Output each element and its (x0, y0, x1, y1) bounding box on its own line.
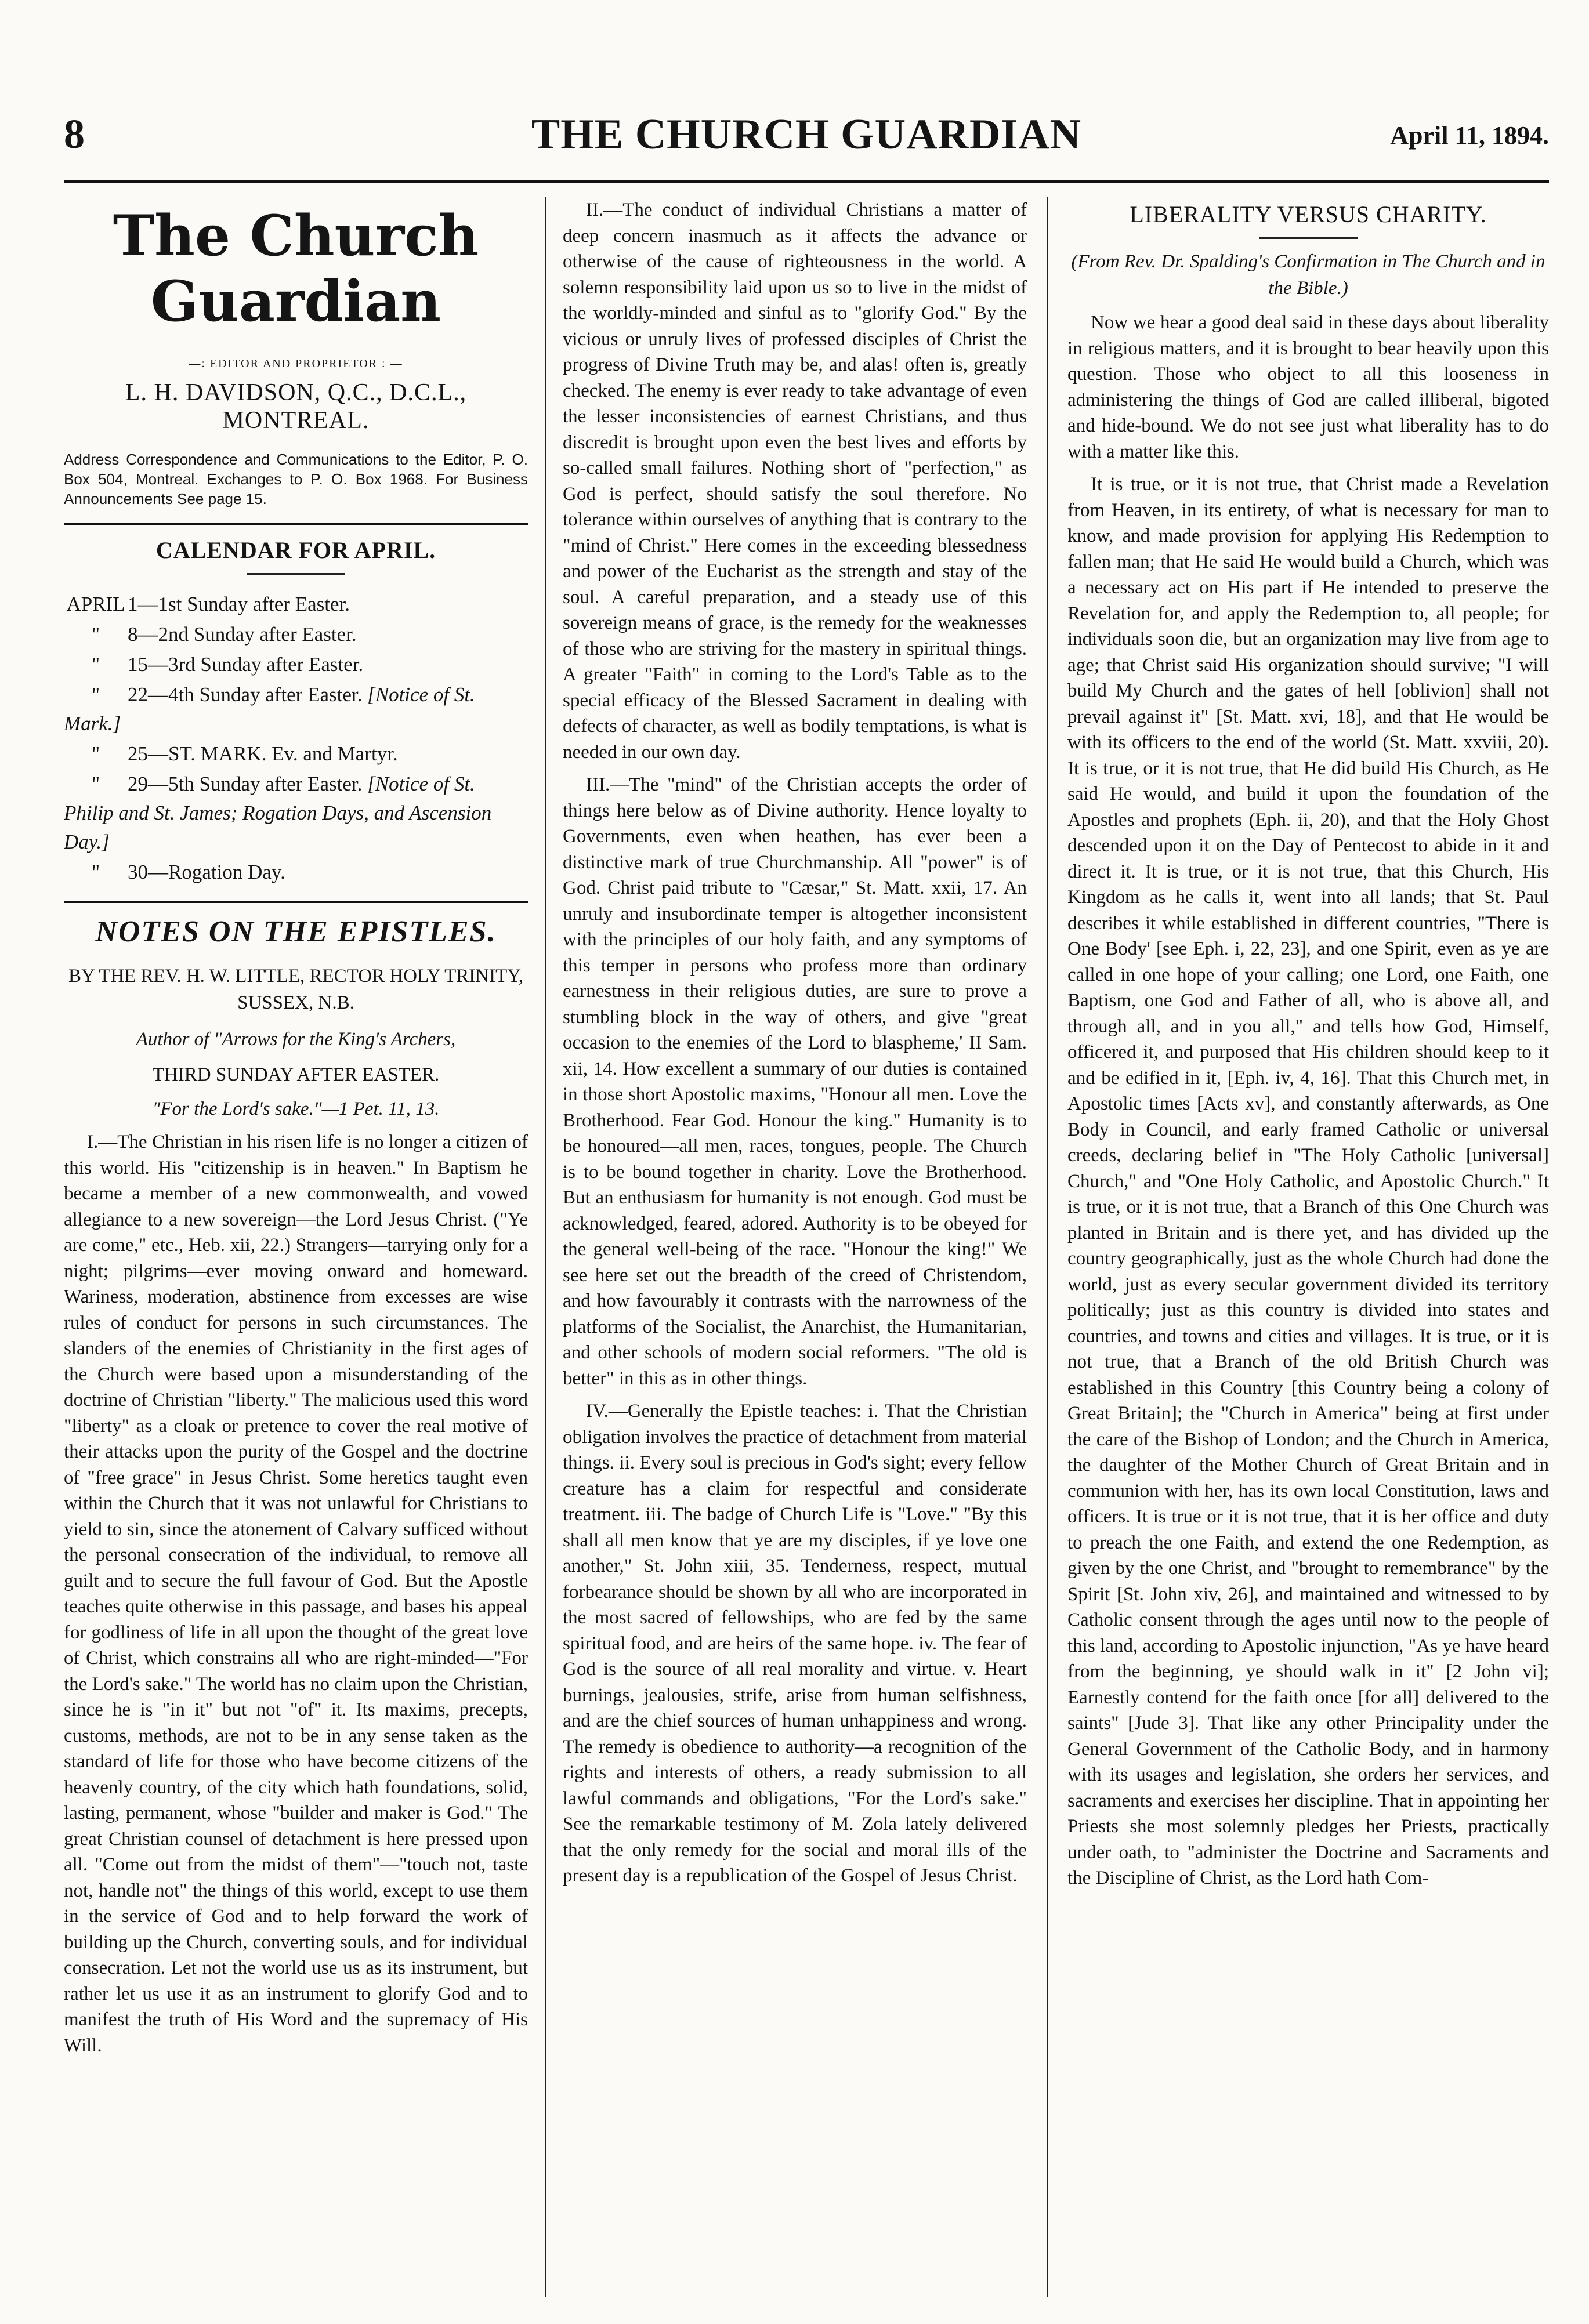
calendar-item: " 15—3rd Sunday after Easter. (91, 653, 364, 676)
editor-label: —: EDITOR AND PROPRIETOR : — (189, 357, 403, 370)
notes-author-of: Author of "Arrows for the King's Archers, (136, 1029, 456, 1050)
column-divider (1047, 197, 1048, 2297)
calendar-item: " 30—Rogation Day. (91, 861, 285, 883)
calendar-item: " 22—4th Sunday after Easter. [Notice of St. Mark.] (64, 683, 475, 735)
calendar-item: " 8—2nd Sunday after Easter. (91, 623, 357, 646)
article-paragraph: III.—The "mind" of the Christian accepts the order of things here below as of Divine authority. Hence loyalty to Governments, even when heathen, has ever been a distinctive mark of true Churchmanship. All "power" is of God. Christ paid tribute to "Cæsar," St. Matt. xxii, 17. An unruly and insubordinate temper is altogether inconsistent with the principles of our holy faith, and any symptoms of this temper in persons who profess more than ordinary earnestness in their religious duties, are sure to prove a stumbling block in the way of others, and give "great occasion to the enemies of the Lord to blaspheme,' II Sam. xii, 14. How excellent a summary of our duties is contained in those short Apostolic maxims, "Honour all men. Love the Brotherhood. Fear God. Honour the king." Humanity is to be honoured—all men, races, tongues, people. The Church is to be bound together in charity. Love the Brotherhood. But an enthusiasm for humanity is not enough. God must be acknowledged, feared, adored. Authority is to be obeyed for the general well-being of the race. "Honour the king!" We see here set out the breadth of the creed of Christendom, and how favourably it contrasts with the narrowness of the platforms of the Socialist, the Anarchist, the Humanitarian, and other schools of modern social reformers. "The old is better" in this as in other things. (563, 774, 1027, 1389)
editor-name: L. H. DAVIDSON, Q.C., D.C.L., MONTREAL. (125, 379, 467, 434)
calendar-list (64, 590, 528, 887)
page-header (64, 110, 1549, 174)
liberality-heading: LIBERALITY VERSUS CHARITY. (1130, 201, 1487, 227)
calendar-item: " 25—ST. MARK. Ev. and Martyr. (91, 742, 398, 765)
article-paragraph: IV.—Generally the Epistle teaches: i. That the Christian obligation involves the practice of detachment from material things. ii. Every soul is precious in God's sight; every fellow creature has a claim for respectful and considerate treatment. iii. The badge of Church Life is "Love." "By this shall all men know that ye are my disciples, if ye love one another," St. John xiii, 35. Tenderness, respect, mutual forbearance should be shown by all who are incorporated in the most sacred of fellowships, who are fed by the same spiritual food, and are heirs of the same hope. iv. The fear of God is the source of all real morality and virtue. v. Heart burnings, jealousies, strife, arise from human selfishness, and are the chief sources of human unhappiness and wrong. The remedy is obedience to authority—a recognition of the rights and interests of others, a ready submission to all lawful commands and obligations, "For the Lord's sake." See the remarkable testimony of M. Zola lately delivered that the only remedy for the social and moral ills of the present day is a republication of the Gospel of Jesus Christ. (563, 1401, 1027, 1886)
section-rule (64, 901, 528, 903)
notes-heading: NOTES ON THE EPISTLES. (95, 915, 497, 948)
calendar-item: " 29—5th Sunday after Easter. [Notice of St. Philip and St. James; Rogation Days, and Ascension Day.] (64, 773, 492, 853)
liberality-source: (From Rev. Dr. Spalding's Confirmation in The Church and in the Bible.) (1071, 251, 1545, 299)
short-rule (247, 573, 345, 575)
section-rule (64, 523, 528, 525)
newspaper-masthead: THE CHURCH GUARDIAN (531, 111, 1082, 158)
column-right (1067, 197, 1549, 2297)
issue-date: April 11, 1894. (1390, 121, 1549, 150)
calendar-item: APRIL 1—1st Sunday after Easter. (66, 593, 350, 615)
short-rule (1259, 237, 1358, 239)
masthead-title: The Church Guardian (113, 203, 479, 334)
column-middle (563, 197, 1027, 2297)
address-notice: Address Correspondence and Communications to the Editor, P. O. Box 504, Montreal. Exchanges to P. O. Box 1968. For Business Announcements See page 15. (64, 451, 528, 507)
article-paragraph: It is true, or it is not true, that Christ made a Revelation from Heaven, in its entirety, of what is necessary for man to know, and made provision for applying His Redemption to fallen man; that He said He would build a Church, which was a necessary act on His part if He intended to preserve the Revelation for, and apply the Redemption to, all people; for individuals soon die, but an organization may live from age to age; that Christ said His organization should survive; "I will build My Church and the gates of hell [oblivion] shall not prevail against it" [St. Matt. xvi, 18], and that He would be with its officers to the end of the world (St. Matt. xxviii, 20). It is true, or it is not true, that He did build His Church, as He said He would, and build it upon the foundation of the Apostles and prophets (Eph. ii, 20), and that the Holy Ghost descended upon it on the Day of Pentecost to abide in it and direct it. It is true, or it is not true, that this Church, His Kingdom as he calls it, went into all lands; that St. Paul describes it while established in different countries, "There is One Body' [see Eph. i, 22, 23], and one Spirit, even as ye are called in one hope of your calling; one Lord, one Faith, one Baptism, one God and Father of all, who is above all, and through all, and in you all," and tells how God, Himself, officered it, and purposed that His children should keep to it and be edified in it, [Eph. iv, 4, 16]. That this Church met, in Apostolic times [Acts xv], and constantly afterwards, as One Body in Council, and early framed Catholic or universal creeds, declaring belief in "The Holy Catholic [universal] Church," and "One Holy Catholic, and Apostolic Church." It is true, or it is not true, that a Branch of this One Church was planted in Britain and is there yet, and has divided up the country geographically, just as the whole Church had done the world, just as every secular government divided its territory politically; just as this country is divided into states and countries, and towns and cities and villages. It is true, or it is not true, that a Branch of the old British Church was established in this Country [this Country being a colony of Great Britain]; the "Church in America" being at first under the care of the Bishop of London; and the Church in America, the daughter of the Mother Church of Great Britain and in communion with her, has its own local Constitution, laws and officers. It is true or it is not true, that it is her office and duty to preach the one Faith, and extend the one Redemption, as given by the one Christ, and "brought to remembrance" by the Spirit [St. John xiv, 26], and maintained and witnessed to by Catholic consent through the ages until now to the people of this land, according to Apostolic injunction, "As ye have heard from the beginning, ye should walk in it" [2 John vi]; Earnestly contend for the faith once [for all] delivered to the saints" [Jude 3]. That like any other Principality under the General Government of the Catholic Body, and in harmony with its usages and legislation, she orders her services, and sacraments and exercises her discipline. That in appointing her Priests she most solemnly pledges her Priests, practically under oath, to "administer the Doctrine and Sacraments and the Discipline of Christ, as the Lord hath Com- (1067, 474, 1549, 1888)
article-paragraph: II.—The conduct of individual Christians a matter of deep concern inasmuch as it affects the advance or otherwise of the cause of righteousness in the world. A solemn responsibility laid upon us so to live in the midst of the worldly-minded and sinful as to "glorify God." By the vicious or unruly lives of professed disciples of Christ the progress of Divine Truth may be, and alas! often is, greatly checked. The enemy is ever ready to take advantage of even the lesser inconsistencies of earnest Christians, and thus discredit is brought upon even the best lives and efforts by so-called small failures. Nothing short of "perfection," as God is perfect, should satisfy the soul therefore. No tolerance within ourselves of anything that is contrary to the "mind of Christ." Here comes in the exceeding blessedness and power of the Eucharist as the strength and stay of the soul. A careful preparation, and a steady use of this sovereign means of grace, is the remedy for the weaknesses of those who are striving for the mastery in spiritual things. A greater "Faith" in coming to the Lord's Table as to the special efficacy of the Blessed Sacrament in dealing with defects of character, as well as bodily temptations, is what is needed in our own day. (563, 200, 1027, 763)
column-divider (545, 197, 546, 2297)
article-paragraph: I.—The Christian in his risen life is no longer a citizen of this world. His "citizenship is in heaven." In Baptism he became a member of a new commonwealth, and vowed allegiance to a new sovereign—the Lord Jesus Christ. ("Ye are come," etc., Heb. xii, 22.) Strangers—tarrying only for a night; pilgrims—ever moving onward and homeward. Wariness, moderation, abstinence from excesses are wise rules of conduct for persons in such circumstances. The slanders of the enemies of Christianity in the first ages of the Church were based upon a misunderstanding of the doctrine of Christian "liberty." The malicious used this word "liberty" as a cloak or pretence to cover the real motive of their attacks upon the purity of the Gospel and the doctrine of "free grace" in Jesus Christ. Some heretics taught even within the Church that it was not unlawful for Christians to yield to sin, since the atonement of Calvary sufficed without the personal consecration of the individual, to remove all guilt and to secure the full favour of God. But the Apostle teaches quite otherwise in this passage, and bases his appeal for godliness of life in all upon the thought of the great love of Christ, which constrains all who are right-minded—"For the Lord's sake." The world has no claim upon the Christian, since he is "in it" but not "of" it. Its maxims, precepts, customs, methods, are not to be in any sense taken as the standard of life for those who have become citizens of the heavenly country, of the city which hath foundations, solid, lasting, permanent, whose "builder and maker is God." The great Christian counsel of detachment is here pressed upon all. "Come out from the midst of them"—"touch not, taste not, handle not" the things of this world, except to use them in the service of God and to help forward the work of building up the Church, converting souls, and for individual consecration. Let not the world use us as its instrument, but rather let us use it as an instrument to glorify God and to manifest the truth of His Word and the supremacy of His Will. (64, 1132, 528, 2056)
article-paragraph: Now we hear a good deal said in these days about liberality in religious matters, and it is brought to bear heavily upon this question. Those who object to all this looseness in administering the things of God are called illiberal, bigoted and hide-bound. We do not see just what liberality has to do with a matter like this. (1067, 312, 1549, 462)
column-left (64, 197, 528, 2297)
notes-sunday: THIRD SUNDAY AFTER EASTER. (152, 1064, 440, 1085)
newspaper-page (64, 111, 1549, 2303)
page-number: 8 (64, 111, 85, 157)
calendar-heading: CALENDAR FOR APRIL. (155, 537, 436, 563)
notes-verse: "For the Lord's sake."—1 Pet. 11, 13. (152, 1098, 440, 1119)
notes-byline: BY THE REV. H. W. LITTLE, RECTOR HOLY TRINITY, SUSSEX, N.B. (68, 966, 524, 1013)
header-rule (64, 180, 1549, 183)
